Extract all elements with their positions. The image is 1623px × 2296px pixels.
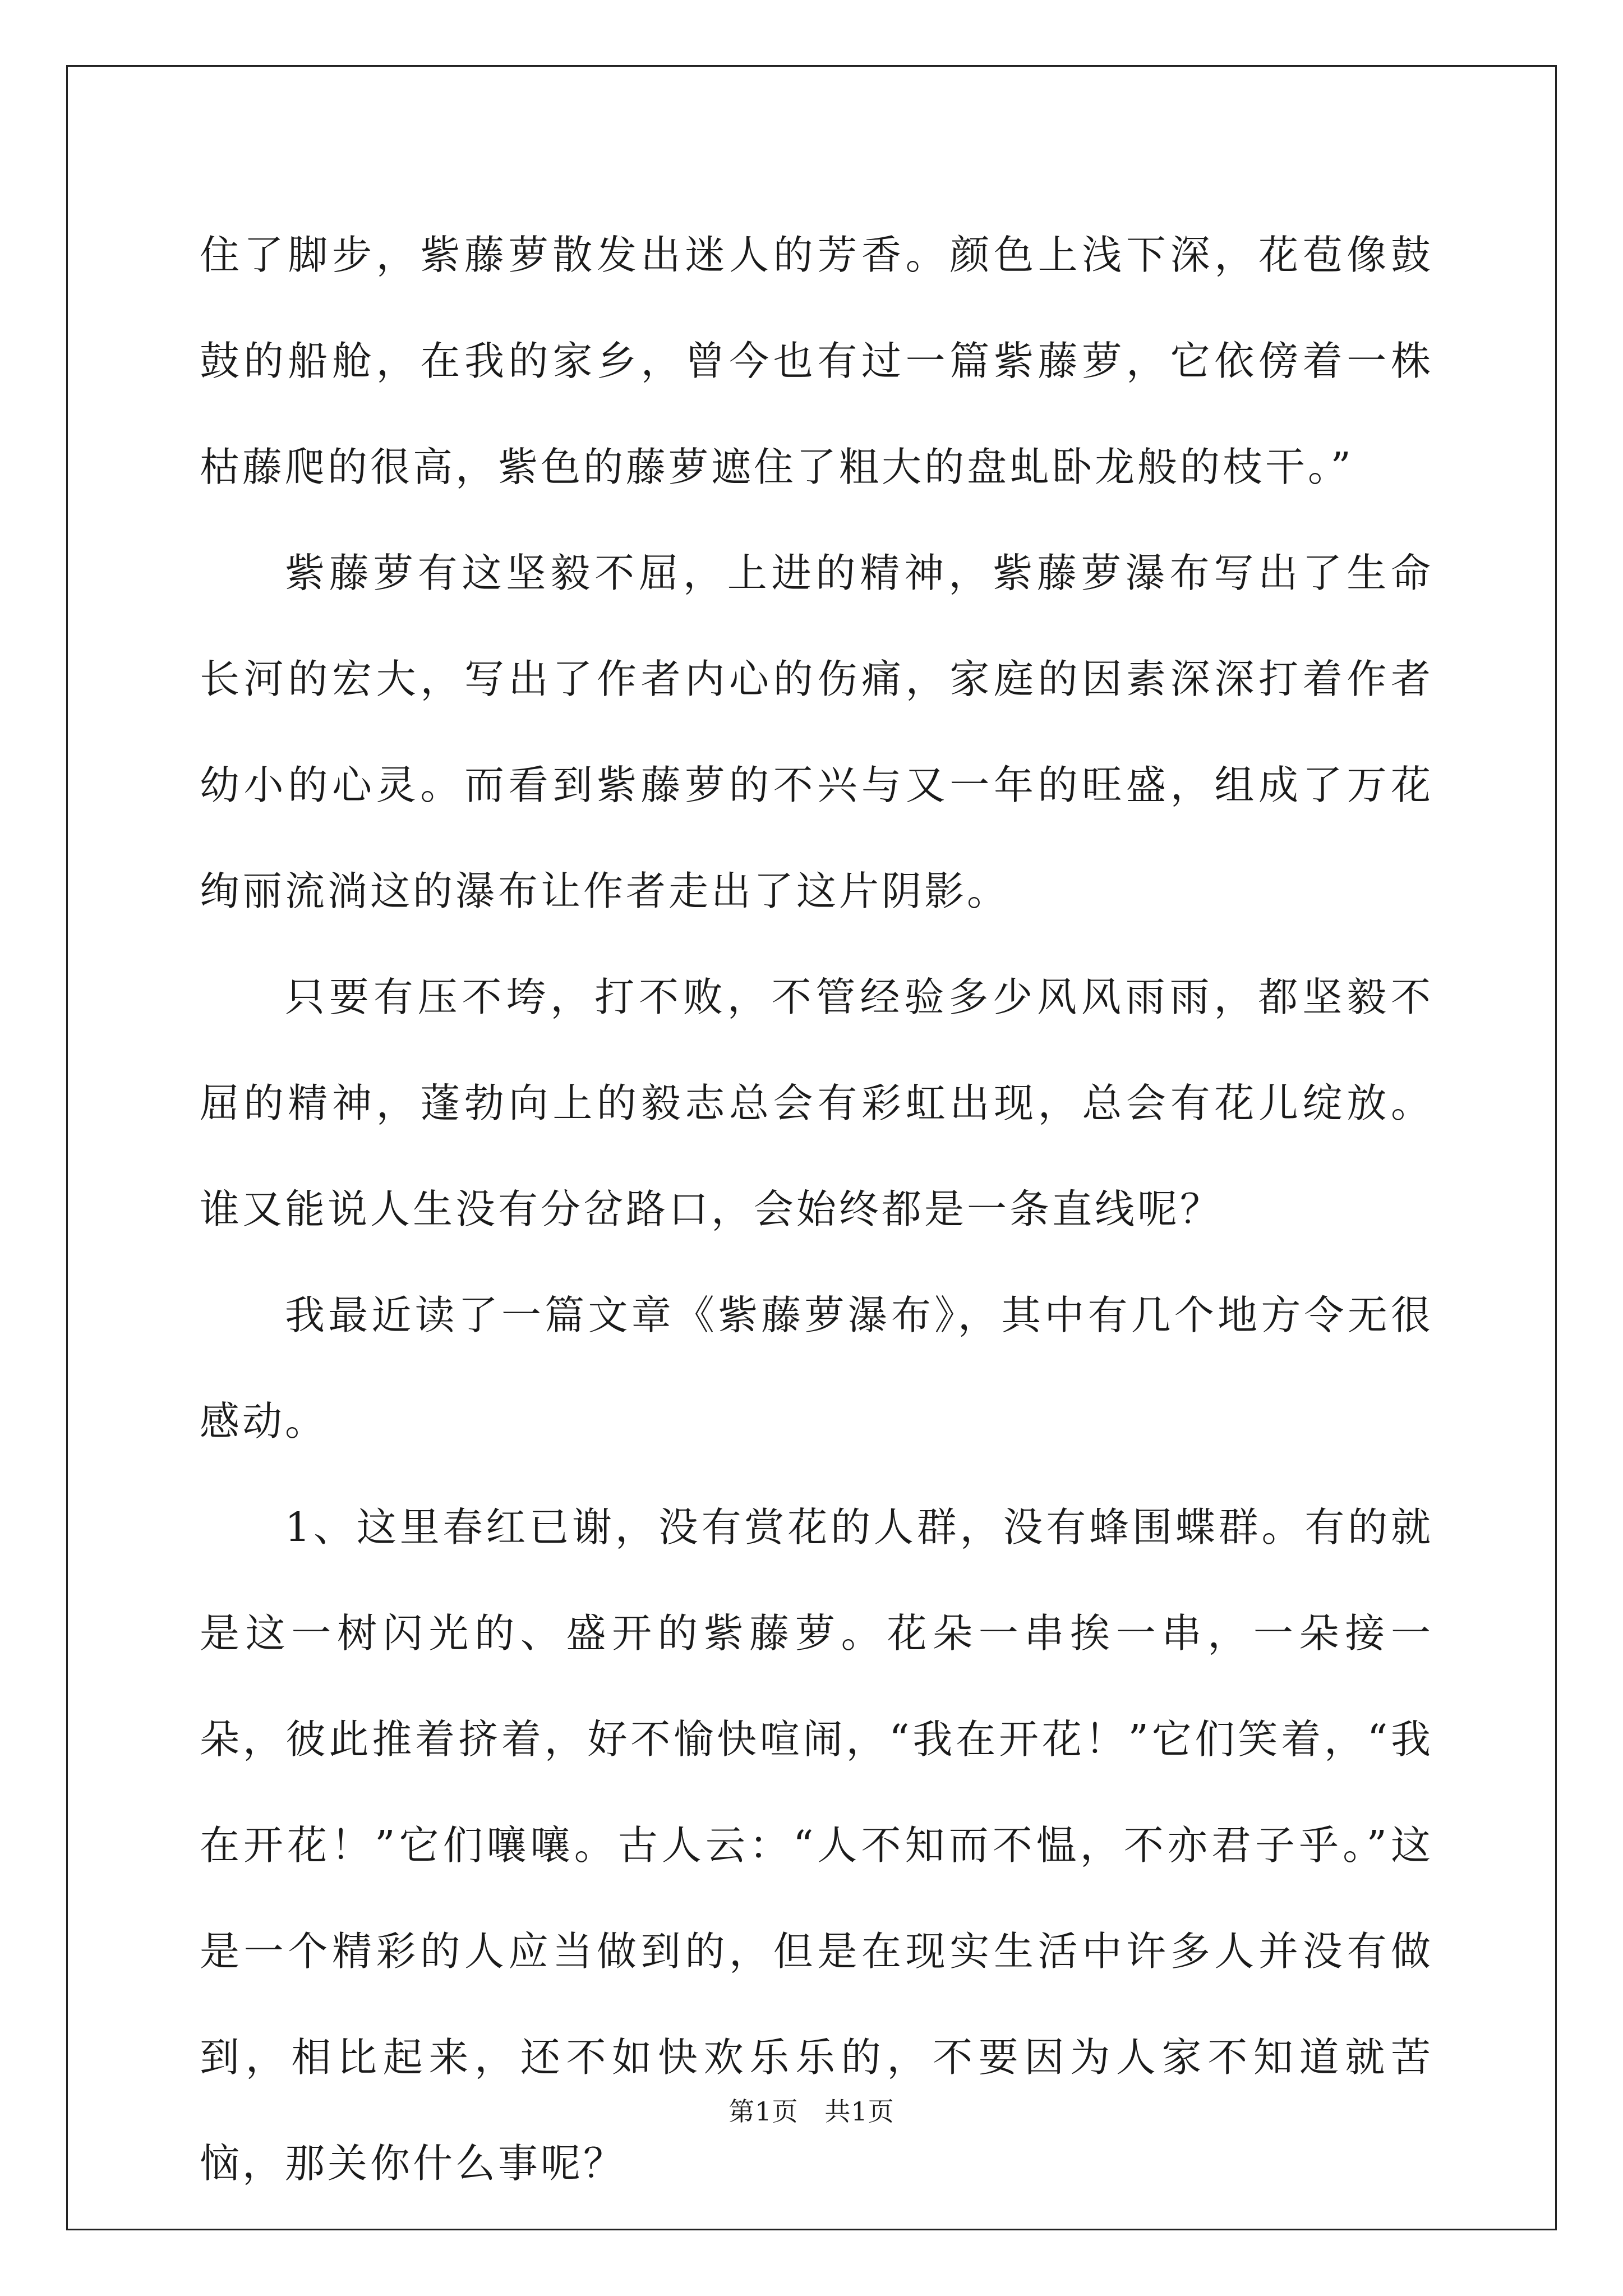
paragraph: 1、这里春红已谢，没有赏花的人群，没有蜂围蝶群。有的就是这一树闪光的、盛开的紫藤萝。花朵一串挨一串，一朵接一朵，彼此推着挤着，好不愉快喧闹，“我在开花！”它们笑着，“我在开花！”它们嚷嚷。古人云：“人不知而不愠，不亦君子乎。”这是一个精彩的人应当做到的，但是在现实生活中许多人并没有做到，相比起来，还不如快欢乐乐的，不要因为人家不知道就苦恼，那关你什么事呢？ xyxy=(200,1504,1433,2187)
page-footer: 第1页 共1页 xyxy=(728,2096,895,2127)
paragraph: 紫藤萝有这坚毅不屈，上进的精神，紫藤萝瀑布写出了生命长河的宏大，写出了作者内心的伤痛，家庭的因素深深打着作者幼小的心灵。而看到紫藤萝的不兴与又一年的旺盛，组成了万花绚丽流淌这的瀑布让作者走出了这片阴影。 xyxy=(200,550,1433,914)
document-body xyxy=(200,202,1433,2216)
paragraph-continuation: 住了脚步，紫藤萝散发出迷人的芳香。颜色上浅下深，花苞像鼓鼓的船舱，在我的家乡，曾今也有过一篇紫藤萝，它依傍着一株枯藤爬的很高，紫色的藤萝遮住了粗大的盘虬卧龙般的枝干。” xyxy=(200,232,1433,490)
paragraph: 我最近读了一篇文章《紫藤萝瀑布》，其中有几个地方令无很感动。 xyxy=(200,1292,1433,1444)
paragraph: 只要有压不垮，打不败，不管经验多少风风雨雨，都坚毅不屈的精神，蓬勃向上的毅志总会有彩虹出现，总会有花儿绽放。谁又能说人生没有分岔路口，会始终都是一条直线呢？ xyxy=(200,974,1433,1232)
